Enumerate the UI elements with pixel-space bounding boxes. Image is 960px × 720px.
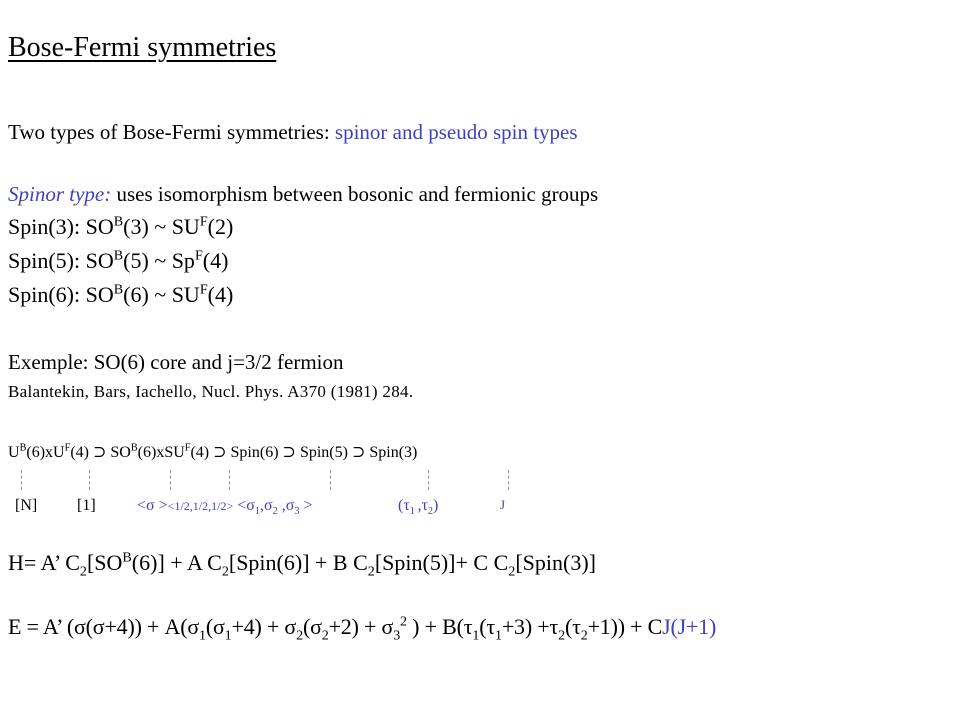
- label-j: J: [500, 497, 506, 512]
- label-sigma: $<\sigma ><1/2,1/2,1/2> <\sigma_1,\sigma_2$ $,\sigma_3$ >: [137, 497, 313, 518]
- isomorphism-spin5: Spin(5): $SO^B(5)$ ~ $Sp^F(4)$: [8, 247, 229, 273]
- label-one: [1]: [77, 497, 96, 514]
- connector-line: [170, 470, 171, 490]
- superset-symbol: ⊃: [92, 444, 107, 461]
- superset-symbol: ⊃: [282, 444, 296, 461]
- label-n: [N]: [15, 497, 38, 514]
- energy-formula: E = A’ $(\sigma(\sigma+4)) + A(\sigma_1(\sigma_1+4) + \sigma_2(\sigma_2+2) + \sigma_3^2$ ) + $B(\tau_1(\tau_1+3) +\tau_2(\tau_2+1)) + CJ(J+1)$: [8, 613, 717, 644]
- superset-symbol: ⊃: [213, 444, 227, 461]
- energy-highlight: J(J+1): [662, 614, 717, 639]
- connector-line: [89, 470, 90, 490]
- isomorphism-spin6: Spin(6): $SO^B(6)$ ~ $SU^F(4)$: [8, 281, 234, 307]
- example-reference: Balantekin, Bars, Iachello, Nucl. Phys. A370 (1981) 284.: [8, 382, 414, 401]
- superset-symbol: ⊃: [351, 444, 366, 461]
- connector-line: [508, 470, 509, 490]
- intro-line: Two types of Bose-Fermi symmetries: spinor and pseudo spin types: [8, 120, 578, 144]
- intro-highlight: spinor and pseudo spin types: [334, 120, 578, 144]
- connector-line: [428, 470, 429, 490]
- group-chain: $U^B(6)xU^F(4)$ ⊃ $SO^B(6)xSU^F(4)$ ⊃ Spin(6) ⊃ Spin(5) ⊃ Spin(3): [8, 442, 418, 461]
- spinor-type-label: Spinor type:: [8, 182, 112, 206]
- connector-line: [229, 470, 230, 490]
- page-title: Bose-Fermi symmetries: [8, 32, 277, 63]
- isomorphism-spin3: Spin(3): $SO^B(3)$ ~ $SU^F(2)$: [8, 213, 234, 239]
- example-heading: Exemple: SO(6) core and j=3/2 fermion: [8, 350, 344, 374]
- label-tau: ($\tau_1$ $,\tau_2$): [398, 497, 439, 518]
- connector-line: [21, 470, 22, 490]
- hamiltonian: H= A’ $C_2[SO^B(6)] + A$ $C_2[Spin(6)] + B$ $C_2[Spin(5)]+ C$ $C_2[Spin(3)]$: [8, 549, 596, 580]
- spinor-type-line: Spinor type: uses isomorphism between bosonic and fermionic groups: [8, 182, 599, 206]
- connector-line: [330, 470, 331, 490]
